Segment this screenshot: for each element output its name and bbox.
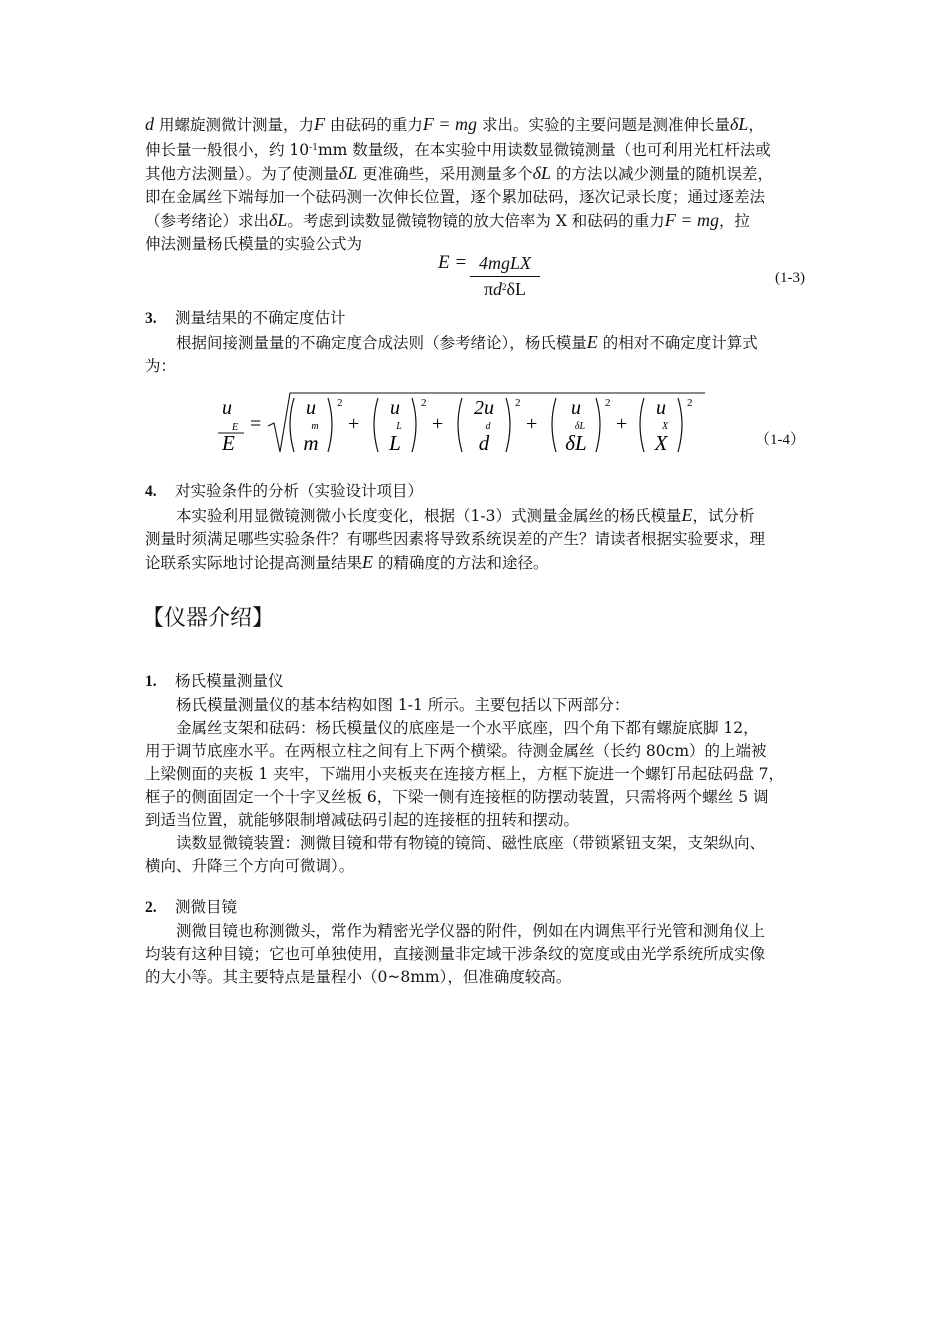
paragraph-uncertainty: [145, 331, 810, 378]
plus-sign: +: [616, 413, 628, 435]
term-numerator: u: [390, 397, 400, 419]
right-paren: [678, 398, 682, 452]
line: 读数显微镜装置：测微目镜和带有物镜的镜筒、磁性底座（带锁紧钮支架，支架纵向、: [176, 834, 766, 852]
section-title: 【仪器介绍】: [142, 606, 275, 631]
term-subscript: m: [311, 421, 319, 432]
line: 金属丝支架和砝码：杨氏模量仪的底座是一个水平底座，四个角下都有螺旋底脚 12，: [176, 719, 759, 737]
paragraph-instrument-1: [145, 694, 810, 878]
line: 测量时须满足哪些实验条件？有哪些因素将导致系统误差的产生？请读者根据实验要求，理: [145, 530, 766, 548]
left-paren: [458, 398, 462, 452]
heading-4: 4. 对实验条件的分析（实验设计项目）: [145, 482, 424, 500]
line: 上梁侧面的夹板 1 夹牢，下端用小夹板夹在连接方框上，方框下旋进一个螺钉吊起砝码盘 7，: [145, 765, 785, 783]
paragraph-instrument-2: [145, 920, 810, 989]
lhs-E: E: [222, 431, 235, 455]
line: 论联系实际地讨论提高测量结果E 的精确度的方法和途径。: [145, 552, 549, 572]
line: 的大小等。其主要特点是量程小（0~8mm），但准确度较高。: [145, 968, 572, 986]
left-paren: [374, 398, 378, 452]
left-paren: [640, 398, 644, 452]
term-denominator: d: [478, 431, 490, 455]
line: 根据间接测量量的不确定度合成法则（参考绪论），杨氏模量E 的相对不确定度计算式: [176, 332, 758, 352]
line: （参考绪论）求出δL。考虑到读数显微镜物镜的放大倍率为 X 和砝码的重力F = mg，拉: [145, 210, 750, 230]
line: 其他方法测量）。为了使测量δL 更准确些，采用测量多个δL 的方法以减少测量的随机误差，: [145, 163, 773, 183]
line: 伸法测量杨氏模量的实验公式为: [145, 235, 363, 253]
right-paren: [412, 398, 416, 452]
line: 为：: [145, 357, 177, 375]
line: 本实验利用显微镜测微小长度变化，根据（1-3）式测量金属丝的杨氏模量E，试分析: [176, 505, 755, 525]
line: d 用螺旋测微计测量，力F 由砝码的重力F = mg 求出。实验的主要问题是测准伸长量δL，: [145, 114, 764, 134]
line: 测微目镜也称测微头，常作为精密光学仪器的附件，例如在内调焦平行光管和测角仪上: [176, 922, 766, 940]
term-denominator: X: [654, 431, 668, 455]
term-denominator: m: [303, 431, 319, 455]
heading-3: 3. 测量结果的不确定度估计: [145, 309, 346, 327]
paragraph-method: [145, 113, 810, 256]
lhs-sub: E: [232, 422, 239, 433]
term-subscript: δL: [574, 421, 586, 432]
line: 即在金属丝下端每加一个砝码测一次伸长位置，逐个累加砝码，逐次记录长度；通过逐差法: [145, 188, 766, 206]
right-paren: [506, 398, 510, 452]
term-numerator: 2u: [474, 397, 494, 419]
equation-number-1-4: （1-4）: [755, 432, 805, 448]
right-paren: [328, 398, 332, 452]
line: 用于调节底座水平。在两根立柱之间有上下两个横梁。待测金属丝（长约 80cm）的上端被: [145, 742, 767, 760]
right-paren: [596, 398, 600, 452]
fraction-bar: [470, 276, 540, 277]
plus-sign: +: [348, 413, 360, 435]
square-exponent: 2: [337, 397, 343, 409]
term-numerator: u: [306, 397, 316, 419]
fraction-denominator: $\pi d^2\delta L$: [483, 279, 527, 299]
term-subscript: X: [661, 421, 669, 432]
line: 横向、升降三个方向可微调）。: [145, 857, 355, 875]
equation-number-1-3: (1-3): [775, 270, 805, 286]
square-exponent: 2: [687, 397, 693, 409]
equation-1-4: [200, 390, 820, 462]
term-subscript: L: [396, 421, 402, 432]
term-subscript: d: [485, 421, 491, 432]
equals-sign: =: [250, 413, 262, 435]
left-paren: [552, 398, 556, 452]
equation-1-3-lhs: E =: [438, 252, 468, 273]
fraction-numerator: 4mgLX: [478, 253, 531, 273]
heading-instrument-1: 1. 杨氏模量测量仪: [145, 672, 284, 690]
line: 到适当位置，就能够限制增减砝码引起的连接框的扭转和摆动。: [145, 811, 580, 829]
term-denominator: δL: [565, 431, 587, 455]
line: 框子的侧面固定一个十字叉丝板 6，下梁一侧有连接框的防摆动装置，只需将两个螺丝 5 调: [145, 788, 769, 806]
plus-sign: +: [432, 413, 444, 435]
term-denominator: L: [389, 431, 401, 455]
square-exponent: 2: [421, 397, 427, 409]
paragraph-conditions: [145, 504, 810, 575]
term-numerator: u: [656, 397, 666, 419]
line: 均装有这种目镜；它也可单独使用，直接测量非定域干涉条纹的宽度或由光学系统所成实像: [145, 945, 766, 963]
term-numerator: u: [571, 397, 581, 419]
square-exponent: 2: [515, 397, 521, 409]
left-paren: [290, 398, 294, 452]
plus-sign: +: [526, 413, 538, 435]
square-exponent: 2: [605, 397, 611, 409]
heading-instrument-2: 2. 测微目镜: [145, 898, 238, 916]
lhs-u: u: [222, 397, 232, 419]
equation-1-3-fraction: [470, 253, 540, 300]
line: 杨氏模量测量仪的基本结构如图 1-1 所示。主要包括以下两部分：: [176, 696, 630, 714]
line: 伸长量一般很小，约 $10^{-1}mm$ 数量级，在本实验中用读数显微镜测量（也可利用光杠杆法或: [145, 141, 771, 159]
